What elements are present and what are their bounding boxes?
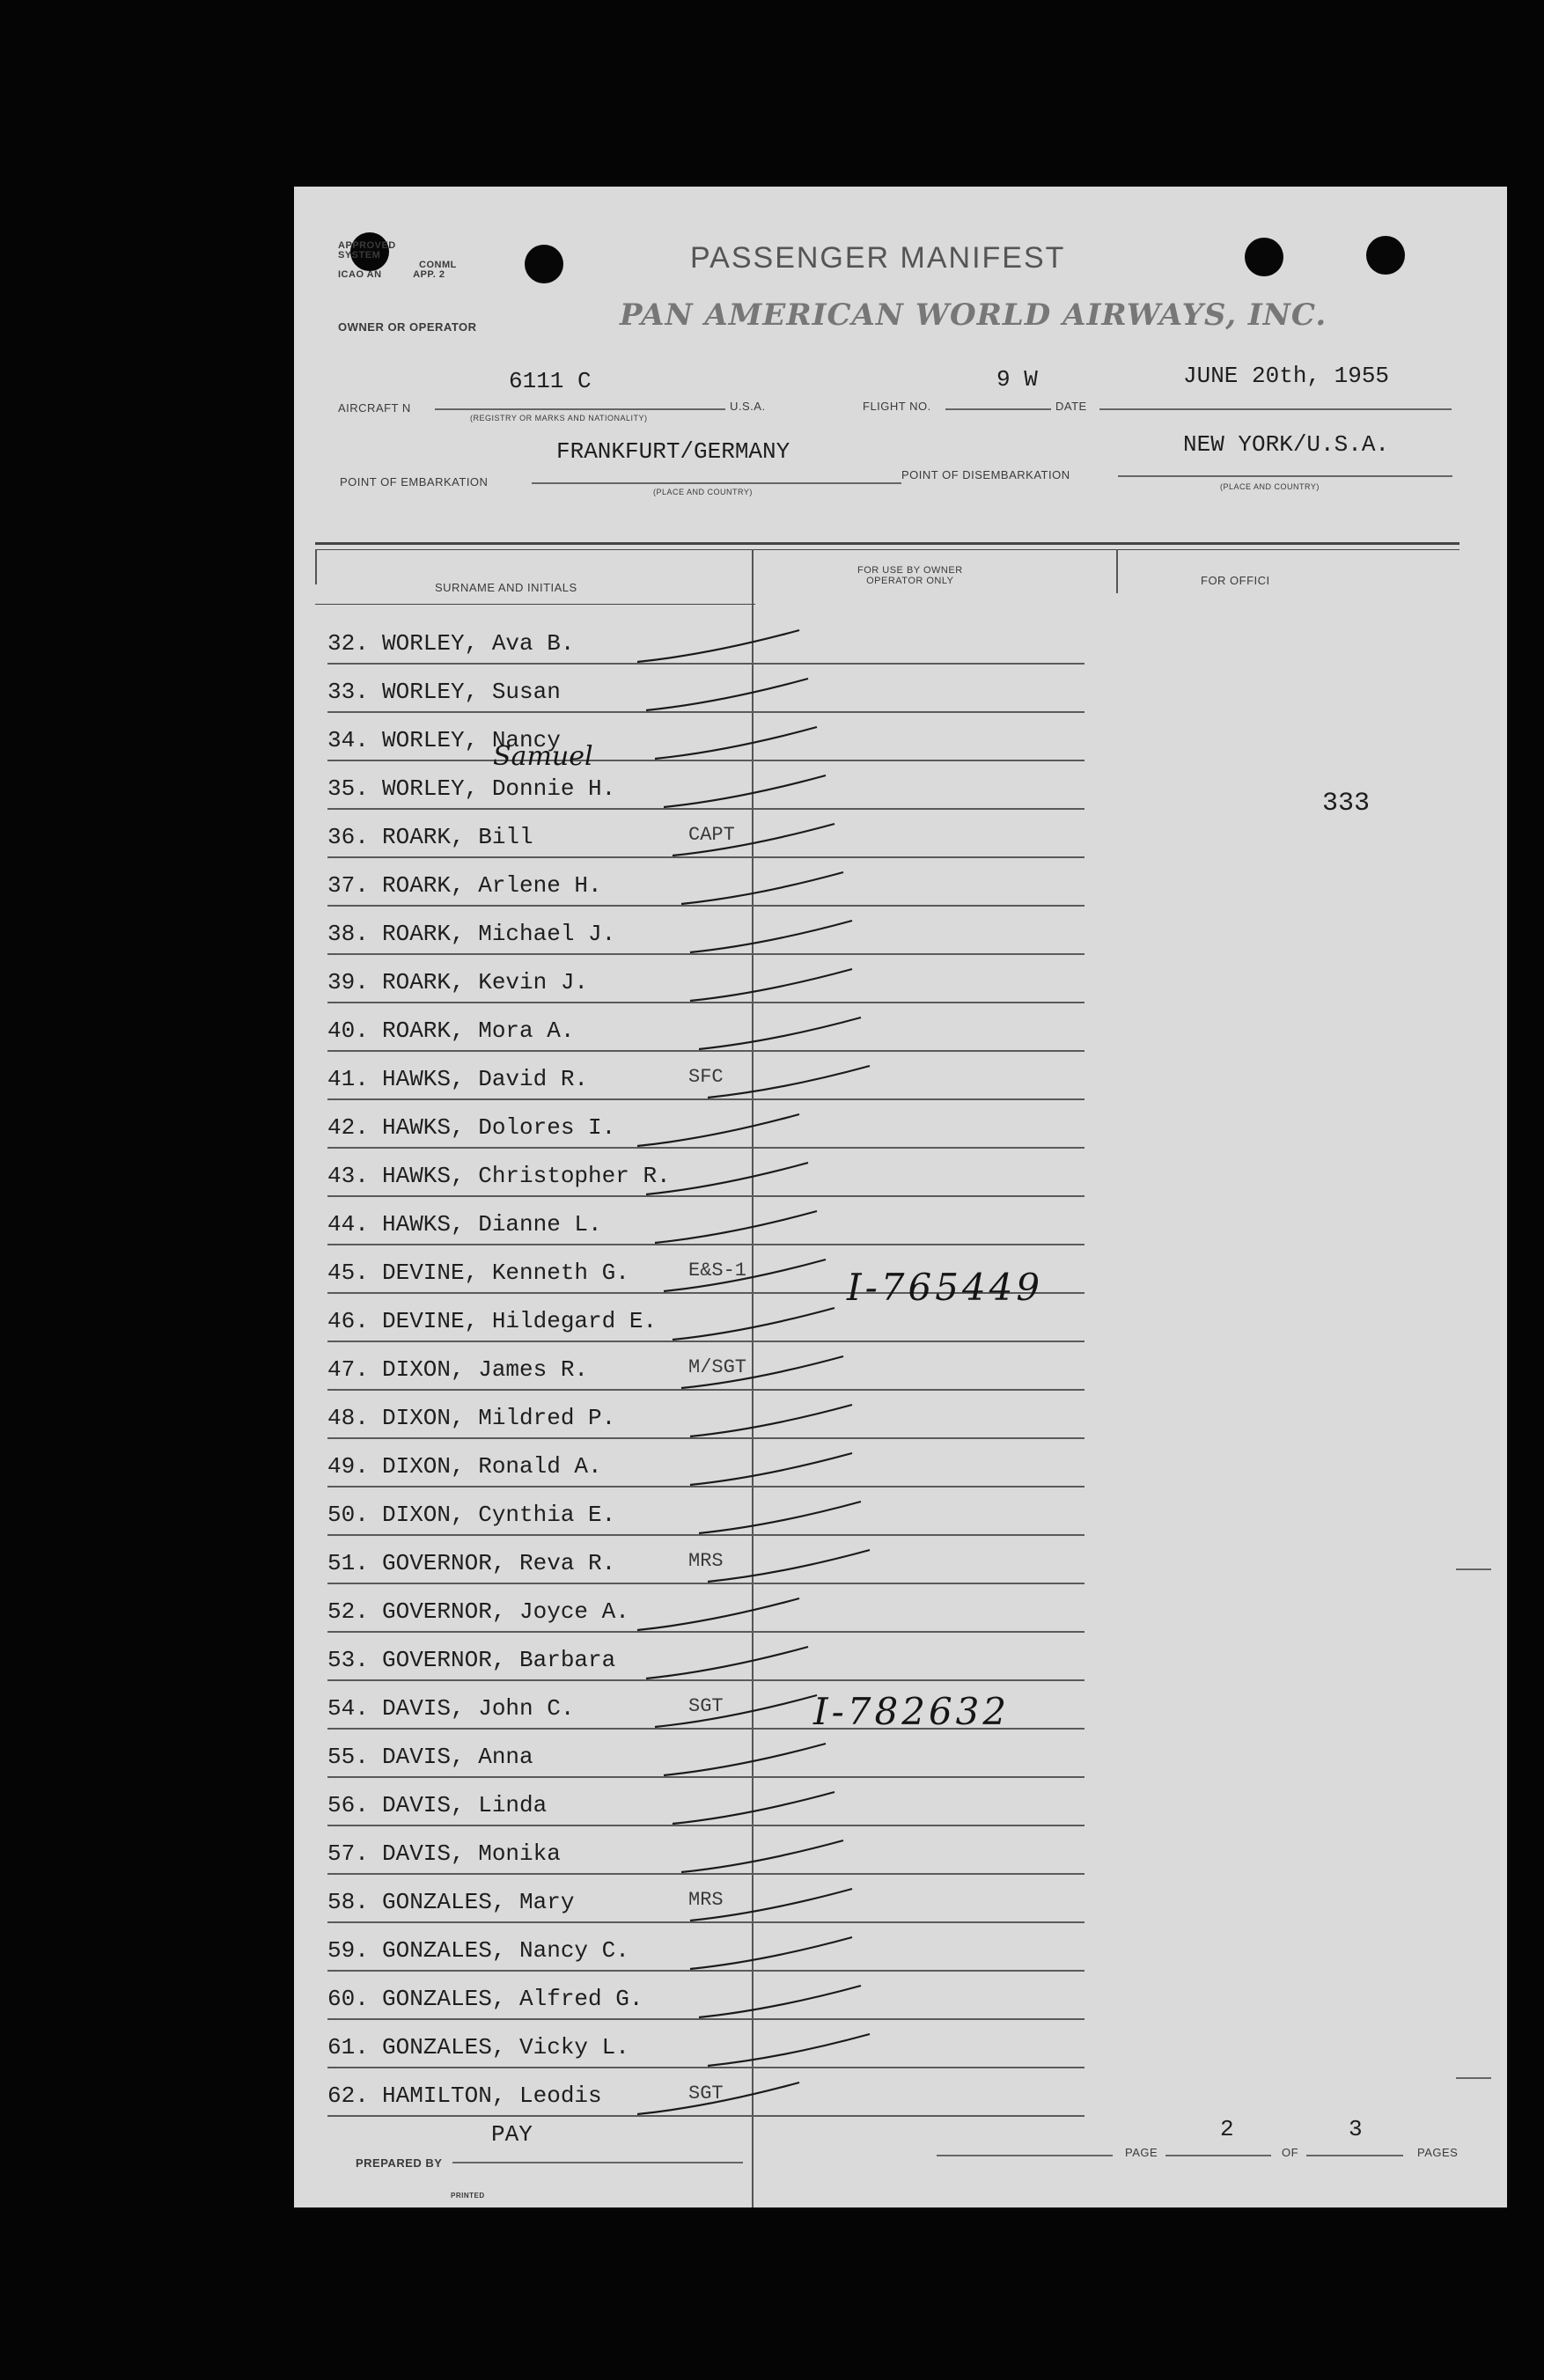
date-label: DATE	[1055, 400, 1087, 413]
passenger-name: WORLEY, Nancy	[382, 727, 561, 753]
passenger-rank: MRS	[688, 1889, 724, 1911]
check-mark	[688, 1885, 856, 1924]
passenger-number: 45.	[327, 1260, 369, 1286]
check-mark	[697, 1014, 864, 1053]
check-mark	[688, 966, 856, 1004]
passenger-number: 44.	[327, 1211, 369, 1238]
approval-line: APPROVED	[338, 240, 396, 251]
check-mark	[644, 1643, 812, 1682]
approval-line: SYSTEM	[338, 250, 381, 261]
passenger-name: ROARK, Bill	[382, 824, 533, 850]
flight-value: 9 W	[996, 366, 1038, 393]
disembark-value: NEW YORK/U.S.A.	[1183, 431, 1390, 458]
aircraft-rule	[435, 408, 725, 410]
prepared-label: PREPARED BY	[356, 2156, 443, 2170]
check-mark	[636, 1595, 803, 1634]
passenger-number: 46.	[327, 1308, 369, 1334]
check-mark	[706, 1062, 873, 1101]
date-rule	[1099, 408, 1452, 410]
check-mark	[662, 1740, 829, 1779]
usa-label: U.S.A.	[730, 400, 766, 413]
prepared-value: PAY	[491, 2121, 533, 2148]
page-value-rule	[1165, 2155, 1271, 2156]
check-mark	[636, 627, 803, 665]
visa-number: I-765449	[847, 1266, 1044, 1309]
passenger-number: 53.	[327, 1647, 369, 1673]
passenger-row	[327, 670, 1084, 718]
owner-label: OWNER OR OPERATOR	[338, 320, 477, 334]
check-mark	[697, 1982, 864, 2021]
passenger-row	[327, 1832, 1084, 1880]
check-mark	[706, 2031, 873, 2069]
passenger-row	[327, 815, 1084, 863]
column-surname: SURNAME AND INITIALS	[435, 581, 577, 594]
check-mark	[688, 1401, 856, 1440]
column-owner-use-line: OPERATOR ONLY	[866, 576, 954, 586]
check-mark	[671, 1304, 838, 1343]
visa-number: I-782632	[813, 1690, 1011, 1733]
disembark-rule	[1118, 475, 1452, 477]
passenger-row	[327, 1638, 1084, 1686]
passenger-number: 36.	[327, 824, 369, 850]
check-mark	[636, 1111, 803, 1150]
check-mark	[706, 1546, 873, 1585]
passenger-number: 42.	[327, 1114, 369, 1141]
column-owner-use	[857, 565, 963, 586]
check-mark	[680, 1837, 847, 1876]
passenger-name: GONZALES, Vicky L.	[382, 2034, 629, 2060]
passenger-number: 56.	[327, 1792, 369, 1818]
date-value: JUNE 20th, 1955	[1183, 363, 1390, 389]
samuel-correction: Samuel	[493, 741, 593, 772]
check-mark	[671, 1789, 838, 1827]
registry-caption: (REGISTRY OR MARKS AND NATIONALITY)	[470, 414, 648, 422]
passenger-row	[327, 1444, 1084, 1493]
embark-label: POINT OF EMBARKATION	[340, 475, 489, 488]
passenger-number: 51.	[327, 1550, 369, 1576]
embark-caption: (PLACE AND COUNTRY)	[653, 488, 753, 496]
column-divider	[1116, 549, 1118, 593]
punch-hole	[525, 245, 563, 283]
passenger-row	[327, 621, 1084, 670]
column-official: FOR OFFICI	[1201, 574, 1270, 587]
passenger-number: 57.	[327, 1840, 369, 1867]
table-top-rule	[315, 549, 1459, 550]
passenger-row	[327, 1493, 1084, 1541]
of-label: OF	[1282, 2146, 1299, 2159]
passenger-name: ROARK, Arlene H.	[382, 872, 602, 899]
passenger-number: 48.	[327, 1405, 369, 1431]
passenger-row	[327, 1009, 1084, 1057]
aircraft-label: AIRCRAFT N	[338, 401, 411, 415]
passenger-name: HAWKS, Dolores I.	[382, 1114, 616, 1141]
passenger-name: DIXON, James R.	[382, 1356, 589, 1383]
punch-hole	[1366, 236, 1405, 275]
passenger-number: 61.	[327, 2034, 369, 2060]
passenger-row	[327, 767, 1084, 815]
pages-label: PAGES	[1417, 2146, 1459, 2159]
passenger-rank: SGT	[688, 1695, 724, 1717]
passenger-name: GOVERNOR, Joyce A.	[382, 1598, 629, 1625]
passenger-row	[327, 1202, 1084, 1251]
passenger-row	[327, 1880, 1084, 1928]
punch-hole	[1245, 238, 1283, 276]
passenger-name: HAWKS, Christopher R.	[382, 1163, 671, 1189]
passenger-name: WORLEY, Donnie H.	[382, 775, 616, 802]
margin-stub	[1456, 2077, 1491, 2079]
check-mark	[662, 1256, 829, 1295]
passenger-number: 34.	[327, 727, 369, 753]
passenger-row	[327, 1541, 1084, 1590]
approval-line: CONML	[419, 260, 457, 270]
check-mark	[644, 1159, 812, 1198]
passenger-row	[327, 718, 1084, 767]
check-mark	[653, 724, 820, 762]
passenger-number: 47.	[327, 1356, 369, 1383]
passenger-number: 43.	[327, 1163, 369, 1189]
passenger-name: DEVINE, Hildegard E.	[382, 1308, 658, 1334]
passenger-name: GOVERNOR, Barbara	[382, 1647, 616, 1673]
passenger-name: DAVIS, Linda	[382, 1792, 548, 1818]
passenger-number: 54.	[327, 1695, 369, 1722]
margin-stub	[1456, 1568, 1491, 1570]
passenger-rank: SFC	[688, 1066, 724, 1088]
passenger-row	[327, 2025, 1084, 2074]
prepared-rule	[452, 2162, 743, 2163]
passenger-number: 35.	[327, 775, 369, 802]
passenger-row	[327, 1154, 1084, 1202]
page-value: 2	[1220, 2116, 1234, 2142]
flight-rule	[945, 408, 1051, 410]
passenger-number: 37.	[327, 872, 369, 899]
column-owner-use-line: FOR USE BY OWNER	[857, 565, 963, 576]
passenger-name: ROARK, Mora A.	[382, 1017, 575, 1044]
of-value: 3	[1349, 2116, 1363, 2142]
of-value-rule	[1306, 2155, 1403, 2156]
passenger-number: 62.	[327, 2082, 369, 2109]
table-top-rule	[315, 542, 1459, 545]
passenger-name: DAVIS, Anna	[382, 1744, 533, 1770]
printed-mark: PRINTED	[451, 2192, 485, 2200]
approval-block	[338, 241, 457, 280]
passenger-name: DIXON, Mildred P.	[382, 1405, 616, 1431]
check-mark	[662, 772, 829, 811]
passenger-name: GOVERNOR, Reva R.	[382, 1550, 616, 1576]
passenger-number: 60.	[327, 1986, 369, 2012]
passenger-name: ROARK, Kevin J.	[382, 969, 589, 995]
passenger-name: DIXON, Cynthia E.	[382, 1502, 616, 1528]
passenger-number: 38.	[327, 921, 369, 947]
passenger-number: 40.	[327, 1017, 369, 1044]
passenger-name: DAVIS, John C.	[382, 1695, 575, 1722]
manifest-sheet	[294, 187, 1507, 2207]
passenger-row	[327, 1783, 1084, 1832]
form-title: PASSENGER MANIFEST	[690, 241, 1066, 275]
passenger-number: 59.	[327, 1937, 369, 1964]
passenger-row	[327, 1977, 1084, 2025]
passenger-name: WORLEY, Ava B.	[382, 630, 575, 657]
passenger-rank: E&S-1	[688, 1260, 747, 1282]
passenger-number: 33.	[327, 679, 369, 705]
passenger-row	[327, 960, 1084, 1009]
passenger-name: HAWKS, Dianne L.	[382, 1211, 602, 1238]
passenger-row	[327, 1106, 1084, 1154]
passenger-number: 39.	[327, 969, 369, 995]
passenger-number: 55.	[327, 1744, 369, 1770]
passenger-row	[327, 2074, 1084, 2122]
check-mark	[671, 820, 838, 859]
passenger-list	[327, 621, 1084, 2122]
passenger-row	[327, 1590, 1084, 1638]
passenger-name: HAWKS, David R.	[382, 1066, 589, 1092]
check-mark	[636, 2079, 803, 2118]
passenger-name: DEVINE, Kenneth G.	[382, 1260, 629, 1286]
passenger-row	[327, 1928, 1084, 1977]
passenger-name: GONZALES, Nancy C.	[382, 1937, 629, 1964]
passenger-name: HAMILTON, Leodis	[382, 2082, 602, 2109]
check-mark	[680, 1353, 847, 1392]
passenger-number: 32.	[327, 630, 369, 657]
approval-line: APP. 2	[413, 269, 445, 280]
check-mark	[688, 1450, 856, 1488]
passenger-row	[327, 1735, 1084, 1783]
passenger-count: 333	[1322, 789, 1371, 819]
check-mark	[688, 1934, 856, 1972]
passenger-number: 41.	[327, 1066, 369, 1092]
passenger-rank: SGT	[688, 2082, 724, 2105]
disembark-label: POINT OF DISEMBARKATION	[901, 468, 1070, 481]
passenger-rank: MRS	[688, 1550, 724, 1572]
embark-value: FRANKFURT/GERMANY	[556, 438, 790, 465]
passenger-name: WORLEY, Susan	[382, 679, 561, 705]
disembark-caption: (PLACE AND COUNTRY)	[1220, 482, 1320, 491]
check-mark	[653, 1692, 820, 1730]
page-label: PAGE	[1125, 2146, 1158, 2159]
embark-rule	[532, 482, 901, 484]
header-bottom-rule	[315, 604, 755, 605]
passenger-name: ROARK, Michael J.	[382, 921, 616, 947]
passenger-row	[327, 1348, 1084, 1396]
passenger-name: DIXON, Ronald A.	[382, 1453, 602, 1480]
approval-line: ICAO AN	[338, 269, 382, 280]
passenger-number: 49.	[327, 1453, 369, 1480]
passenger-name: DAVIS, Monika	[382, 1840, 561, 1867]
aircraft-value: 6111 C	[509, 368, 592, 394]
check-mark	[644, 675, 812, 714]
flight-label: FLIGHT NO.	[863, 400, 931, 413]
passenger-row	[327, 863, 1084, 912]
passenger-row	[327, 1396, 1084, 1444]
check-mark	[653, 1208, 820, 1246]
passenger-rank: CAPT	[688, 824, 735, 846]
check-mark	[688, 917, 856, 956]
table-left-edge	[315, 549, 317, 584]
passenger-name: GONZALES, Mary	[382, 1889, 575, 1915]
owner-value: PAN AMERICAN WORLD AIRWAYS, INC.	[620, 298, 1327, 333]
passenger-row	[327, 1057, 1084, 1106]
passenger-number: 50.	[327, 1502, 369, 1528]
check-mark	[680, 869, 847, 907]
passenger-rank: M/SGT	[688, 1356, 747, 1378]
passenger-number: 58.	[327, 1889, 369, 1915]
passenger-name: GONZALES, Alfred G.	[382, 1986, 643, 2012]
passenger-row	[327, 912, 1084, 960]
page-rule	[937, 2155, 1113, 2156]
passenger-number: 52.	[327, 1598, 369, 1625]
check-mark	[697, 1498, 864, 1537]
